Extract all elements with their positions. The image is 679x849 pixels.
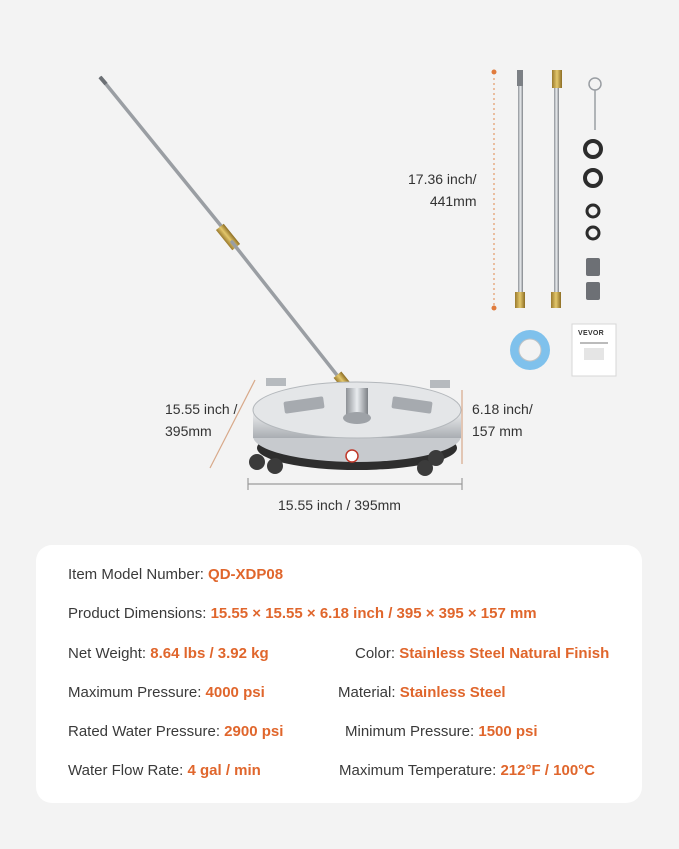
wand — [100, 77, 356, 396]
spec-rated-pressure — [68, 723, 283, 740]
spec-value: 212°F / 100°C — [500, 762, 596, 779]
spec-value: 15.55 × 15.55 × 6.18 inch / 395 × 395 × 157 mm — [210, 605, 537, 622]
surface-cleaner — [249, 378, 461, 476]
spec-value: 4 gal / min — [187, 762, 261, 779]
spec-value: Stainless Steel Natural Finish — [399, 645, 610, 662]
depth-label: 15.55 inch / 395mm — [165, 401, 238, 439]
o-rings — [585, 141, 601, 239]
spec-label: Maximum Pressure: — [68, 684, 206, 701]
spec-model — [68, 566, 283, 583]
spec-card — [36, 545, 642, 803]
spec-label: Water Flow Rate: — [68, 762, 188, 779]
spec-label: Minimum Pressure: — [345, 723, 479, 740]
spec-flow-rate — [68, 762, 261, 779]
spec-value: 4000 psi — [205, 684, 265, 701]
spec-label: Product Dimensions: — [68, 605, 211, 622]
spec-value: 2900 psi — [224, 723, 284, 740]
spec-dimensions — [68, 605, 537, 622]
spec-max-temperature — [339, 762, 595, 779]
spec-max-pressure — [68, 684, 265, 701]
spec-value: 1500 psi — [478, 723, 538, 740]
brand-logo: VEVOR — [578, 330, 605, 337]
spec-label: Net Weight: — [68, 645, 151, 662]
nozzles — [586, 258, 600, 300]
spec-color — [355, 645, 609, 662]
extension-length-label: 17.36 inch/ 441mm — [408, 171, 477, 209]
thread-tape — [510, 330, 550, 370]
spec-material — [338, 684, 506, 701]
spec-label: Material: — [338, 684, 400, 701]
spec-value: Stainless Steel — [399, 684, 506, 701]
spec-value: 8.64 lbs / 3.92 kg — [150, 645, 269, 662]
width-label: 15.55 inch / 395mm — [278, 497, 401, 513]
extension-rods — [515, 70, 562, 308]
spec-label: Maximum Temperature: — [339, 762, 501, 779]
spec-value: QD-XDP08 — [208, 566, 284, 583]
height-label: 6.18 inch/ 157 mm — [472, 401, 533, 439]
spec-label: Rated Water Pressure: — [68, 723, 225, 740]
cleaning-pin — [589, 78, 601, 130]
spec-min-pressure — [345, 723, 538, 740]
spec-label: Color: — [355, 645, 400, 662]
spec-label: Item Model Number: — [68, 566, 209, 583]
spec-net-weight — [68, 645, 269, 662]
